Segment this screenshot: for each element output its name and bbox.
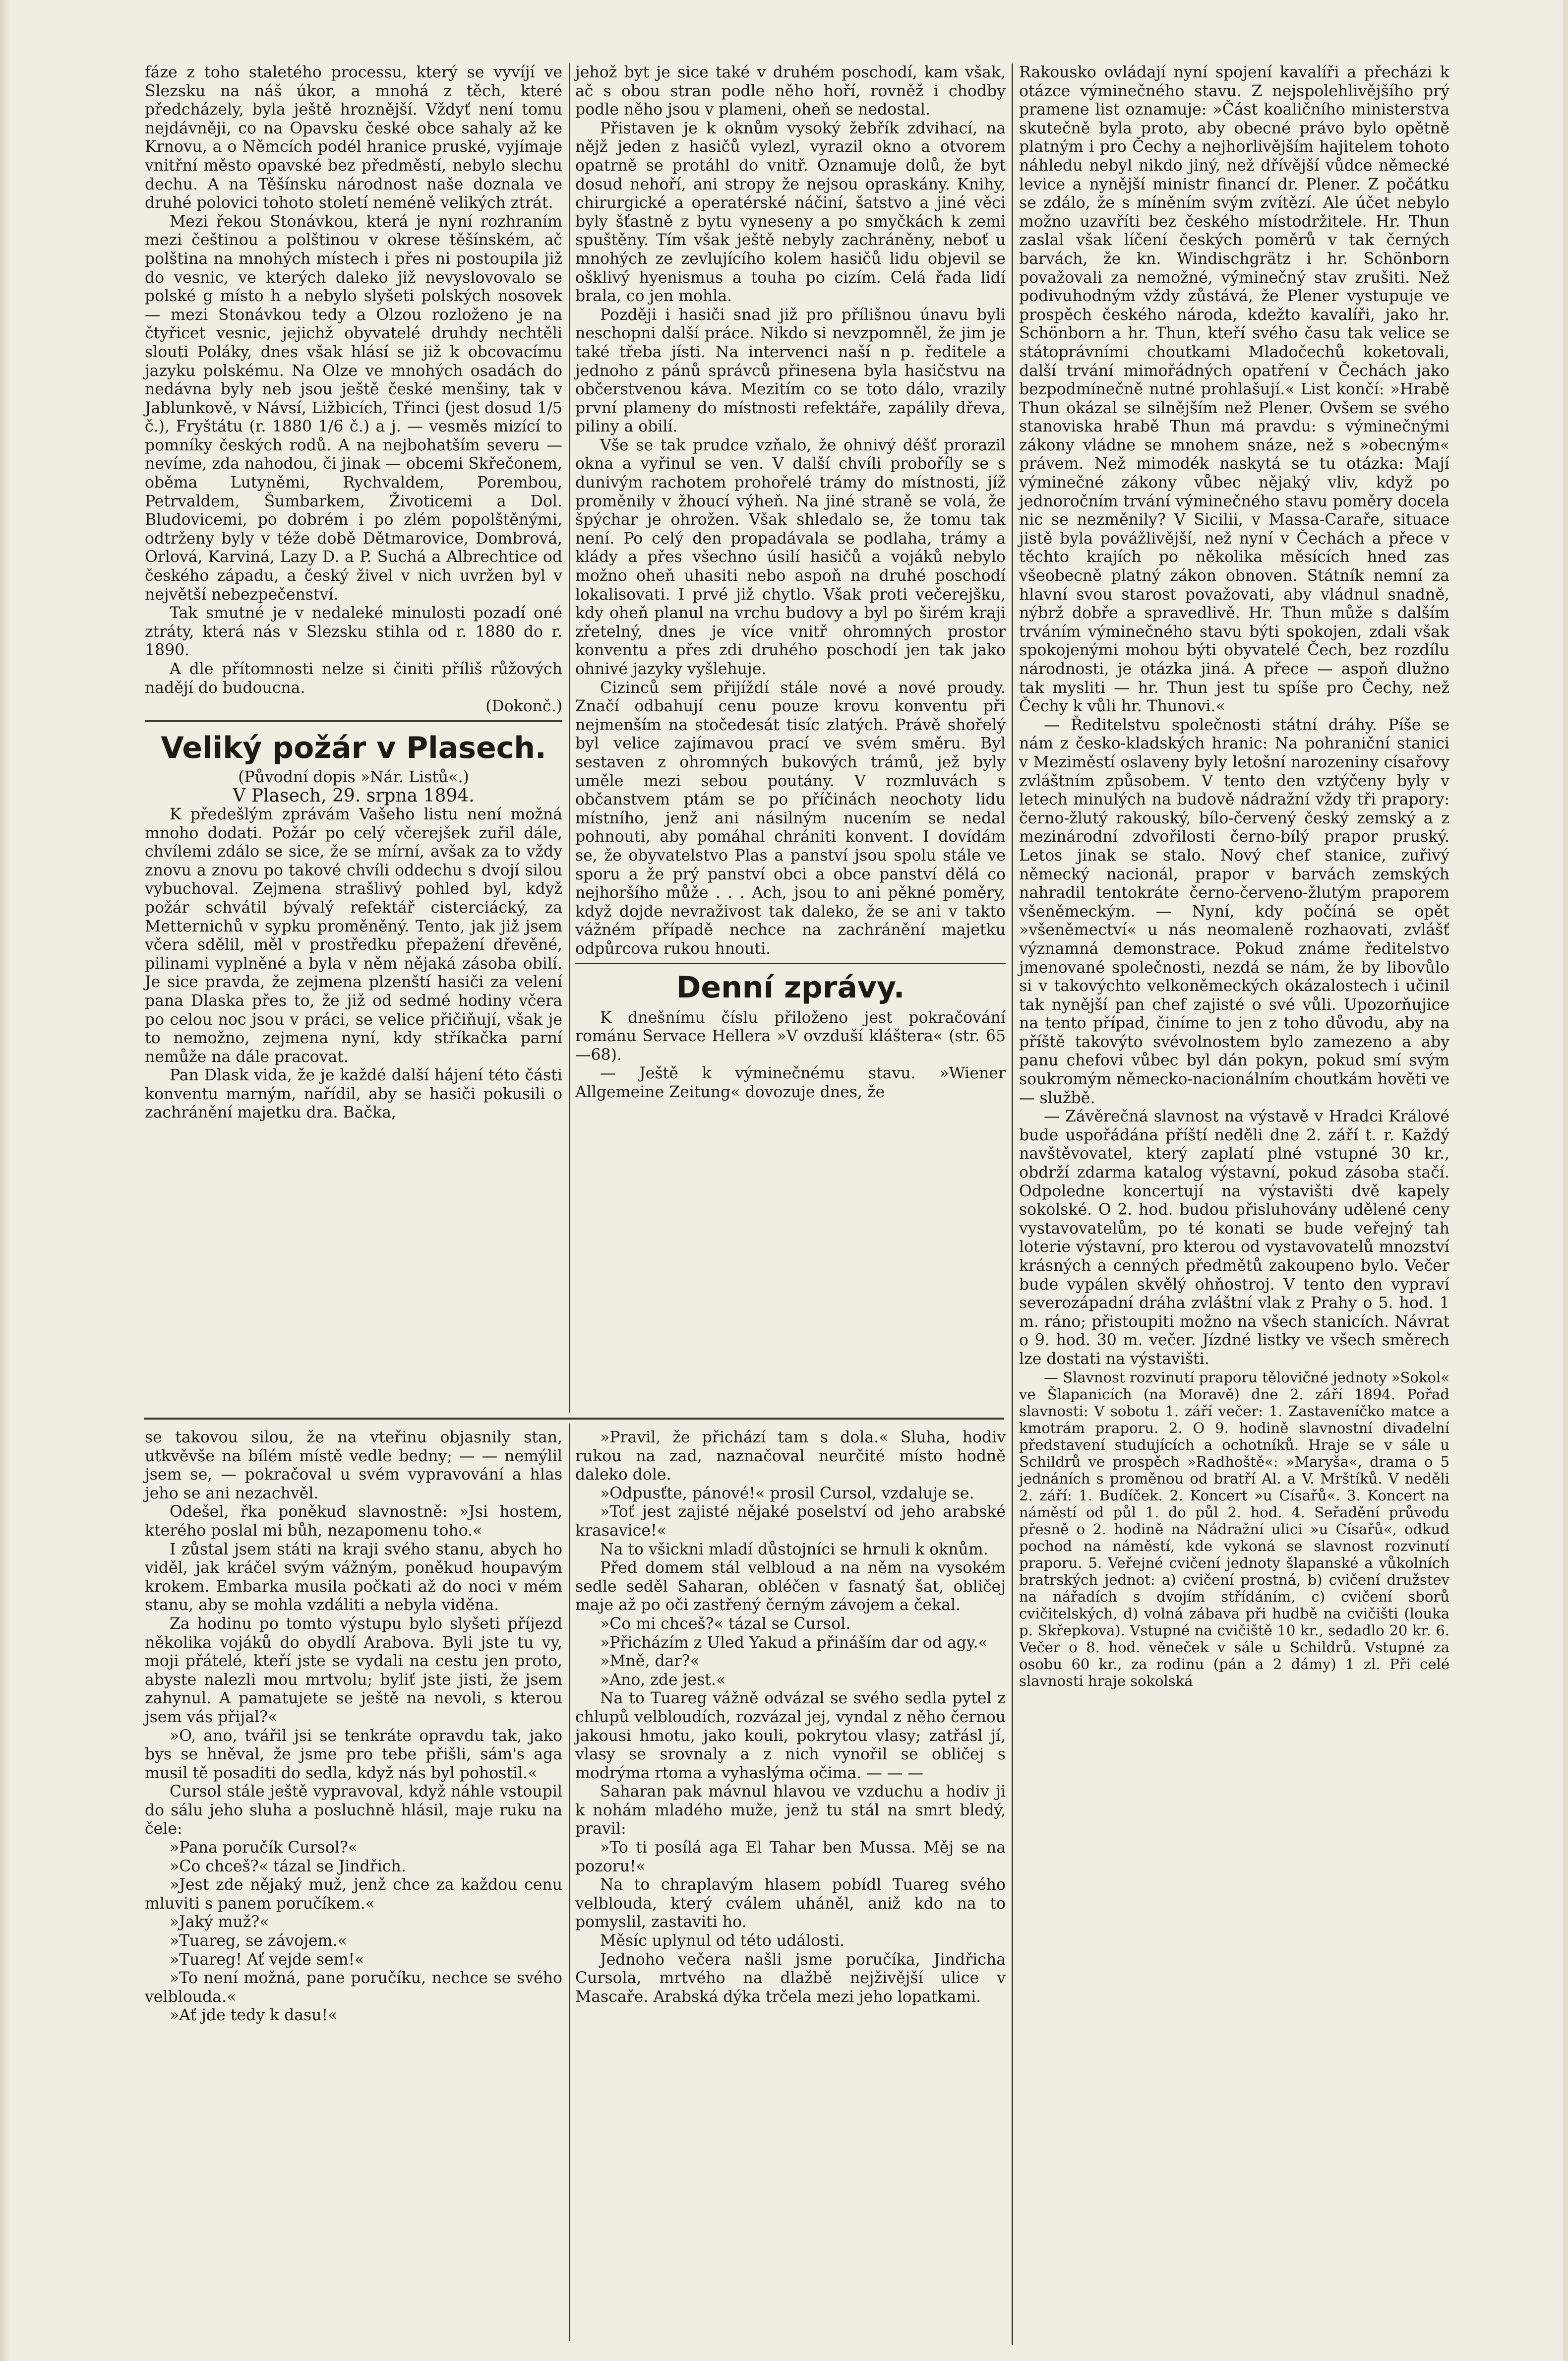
article-paragraph: Tak smutné je v nedaleké minulosti pozadí oné ztráty, která nás v Slezsku stihla od r. 1880 do r. 1890.	[145, 604, 562, 660]
dialogue-line: »To ti posílá aga El Tahar ben Mussa. Měj se na pozoru!«	[575, 1839, 1006, 1875]
section-headline: Denní zprávy.	[676, 970, 905, 1005]
column-2-top	[575, 63, 1006, 1102]
feuilleton-paragraph: Na to Tuareg vážně odvázal se svého sedla pytel z chlupů velbloudích, rozvázal jej, vyndal z něho černou jakousi hmotu, jako kouli, pokrytou vlasy; zatřásl jí, vlasy se srovnaly a z nich vynořil se obličej s modrýma rtoma a vyhaslýma očima. — — —	[575, 1689, 1006, 1782]
dialogue-line: »Jaký muž?«	[170, 1913, 269, 1931]
feuilleton-paragraph: »Toť jest zajisté nějaké poselství od jeho arabské krasavice!«	[575, 1503, 1006, 1540]
news-paragraph: Rakousko ovládají nyní spojení kavalíři a přecházi k otázce výminečného stavu. Z nejspolehlivějšího prý pramene list oznamuje: »Část koaličního ministerstva skutečně byla proto, aby obecné právo bylo opětně platným i pro Čechy a nejhorlivějším hajitelem tohoto náhledu nebyl nikdo jiný, než dřívější vůdce německé levice a nynější ministr financí dr. Plener. Z počátku se zdálo, že s míněním svým zvítězí. Ale účet nebylo možno uzavříti bez českého místodržitele. Hr. Thun zaslal však líčení českých poměrů v tak černých barvách, že kn. Windischgrätz i hr. Schönborn považovali za nemožné, výminečný stav zrušiti. Než podivuhodným vždy zůstává, že Plener vystupuje ve prospěch českého národa, kdežto kavalíři, jako hr. Schönborn a hr. Thun, kteří svého času tak velice se státoprávními choutkami Mladočechů koketovali, další trvání mimořádných opatření v Čechách jako bezpodmínečně nutné prohlašují.« List končí: »Hrabě Thun okázal se silnějším než Plener. Ovšem se svého stanoviska hrabě Thun má pravdu: s výminečnými zákony vládne se mnohem snáze, než s »obecným« právem. Než mimodék naskytá se tu otázka: Mají výminečné zákony vůbec nějaký vliv, když po jednoročním trvání výminečného stavu poměry docela nic se nezměnily? V Sicilii, v Massa-Caraře, situace jistě byla povážlivější, než nyní v Čechách a přece v těchto krajích po několika měsících hned zas všeobecně platný zákon obnoven. Státník nemní za hlavní svou starost považovati, aby vládnul snadně, nýbrž dobře a spravedlivě. Hr. Thun může s dalším trváním výminečného stavu býti spokojen, zdali však spokojenými mohou býti obyvatelé Čech, bez rozdílu národnosti, je otázka jiná. A přece — aspoň dlužno tak mysliti — hr. Thun jest tu spíše pro Čechy, než Čechy k vůli hr. Thunovi.«	[1019, 63, 1449, 716]
dialogue-line: »Ano, zde jest.«	[600, 1671, 726, 1689]
dialogue-line: »Mně, dar?«	[600, 1652, 700, 1671]
feuilleton-paragraph: se takovou silou, že na vteřinu objasnily stan, utkvěvše na bílém místě vedle bedny; — — nemýlil jsem se, — pokračoval u svém vypravování a hlas jeho se ani nezachvěl.	[145, 1429, 562, 1502]
feuilleton-paragraph: Jednoho večera našli jsme poručíka, Jindřicha Cursola, mrtvého na dlažbě nejživější ulice v Mascaře. Arabská dýka trčela mezi jeho lopatkami.	[575, 1950, 1006, 2006]
dialogue-line: »Co mi chceš?« tázal se Cursol.	[600, 1615, 851, 1633]
news-paragraph: — Ještě k výminečnému stavu. »Wiener Allgemeine Zeitung« dovozuje dnes, že	[575, 1064, 1006, 1101]
feuilleton-paragraph: Na to všickni mladí důstojníci se hrnuli k oknům.	[600, 1540, 988, 1558]
article-paragraph: Vše se tak prudce vzňalo, že ohnivý déšť prorazil okna a vyřinul se ven. V další chvíli proboříly se s dunivým rachotem prohořelé trámy do místnosti, jíž proměnily v žhoucí výheň. Na jiné straně se volá, že špýchar je ohrožen. Však shledalo se, že tomu tak není. Po celý den propadávala se podlaha, trámy a klády a přes všechno úsilí hasičů a vojáků nebylo možno oheň uhasiti nebo aspoň na druhé poschodí lokalisovati. I prvé již chytlo. Však proti večerejšku, kdy oheň planul na vrchu budovy a byl po širém kraji zřetelný, dnes je více vnitř ohromných prostor konventu a přes zdi druhého poschodí jen tak jako ohnivé jazyky vyšlehuje.	[575, 436, 1006, 678]
dialogue-line: »Tuareg, se závojem.«	[170, 1932, 347, 1950]
dialogue-line: »Tuareg! Ať vejde sem!«	[170, 1950, 364, 1969]
column-rule-1	[569, 63, 570, 1413]
column-1-top	[145, 63, 562, 1122]
feuilleton-paragraph: I zůstal jsem státi na kraji svého stanu, abych ho viděl, jak kráčel svým vážným, poněkud houpavým krokem. Embarka musila počkati až do noci v mém stanu, aby se mohla vzdáliti a nebyla viděna.	[145, 1540, 562, 1615]
feuilleton-paragraph: Saharan pak mávnul hlavou ve vzduchu a hodiv ji k nohám mladého muže, jenž tu stál na smrt bledý, pravil:	[575, 1783, 1006, 1838]
feuilleton-paragraph: Cursol stále ještě vypravoval, když náhle vstoupil do sálu jeho sluha a posluchně hlásil, maje ruku na čele:	[145, 1783, 562, 1838]
column-rule-2	[1012, 63, 1013, 2345]
article-paragraph: jehož byt je sice také v druhém poschodí, kam však, ač s obou stran podle něho hoří, rovněž i chodby podle něho jsou v plameni, oheň se nedostal.	[575, 63, 1006, 119]
news-paragraph: — Ředitelstvu společnosti státní dráhy. Píše se nám z česko-kladských hranic: Na pohraniční stanici v Meziměstí oslaveny byly letošní narozeniny císařovy zvláštním způsobem. V tento den vztýčeny byly v letech minulých na budově nádražní vždy tři prapory: černo-žlutý rakouský, bílo-červený český zemský a z mezinárodní zdvořilosti černo-bílý prapor pruský. Letos jinak se stalo. Nový chef stanice, zuřivý německý nacionál, prapor v barvách zemských nahradil tentokráte černo-červeno-žlutým praporem všeněmeckým. — Nyní, kdy počíná se opět »všeněmectví« u nás neomaleně rozhaovati, zvlášť významná demonstrace. Pokud známe ředitelstvo jmenované společnosti, nezdá se nám, že by libovůlo si v takovýchto velkoněmeckých okázalostech i učinil tak nynější pan chef zajisté o své vůli. Upozorňujice na tento případ, činíme to jen z toho důvodu, aby na příště takovýto svévolnostem bylo zamezeno a aby panu chefovi vůbec byl dán pokyn, pokud smí svým soukromým německo-nacionálním choutkám hověti ve — službě.	[1019, 716, 1449, 1107]
article-paragraph: A dle přítomnosti nelze si činiti příliš růžových nadějí do budoucna.	[145, 660, 562, 697]
article-separator	[145, 720, 562, 724]
feuilleton-paragraph: »Odpusťte, pánové!« prosil Cursol, vzdaluje se.	[600, 1484, 974, 1502]
feuilleton-paragraph: »Pravil, že přichází tam s dola.« Sluha, hodiv rukou na zad, naznačoval neurčité místo hodně daleko dole.	[575, 1429, 1006, 1484]
feuilleton-paragraph: Na to chraplavým hlasem pobídl Tuareg svého velblouda, který cválem uháněl, aniž kdo na to pomyslil, zastaviti ho.	[575, 1876, 1006, 1931]
feuilleton-right	[575, 1429, 1006, 2006]
feuilleton-left	[145, 1429, 562, 2025]
news-paragraph: — Slavnost rozvinutí praporu tělovičné jednoty »Sokol« ve Šlapanicích (na Moravě) dne 2. září 1894. Pořad slavnosti: V sobotu 1. září večer: 1. Zastaveníčko matce a kmotrám praporu. 2. O 9. hodině slavnostní divadelní představení studujících a ochotníků. Hraje se v sále u Schildrů ve prospěch »Radhoště«: »Maryša«, drama o 5 jednáních s proměnou od bratří Al. a V. Mrštíků. V neděli 2. září: 1. Budíček. 2. Koncert »u Císařů«. 3. Koncert na náměstí od půl 1. do půl 2. hod. 4. Seřadění průvodu přesně o 2. hodině na Nádražní ulici »u Císařů«, odkud pochod na náměstí, kde vykoná se slavnost rozvinutí praporu. 5. Veřejné cvičení jednoty šlapanské a vůkolních bratrských jednot: a) cvičení prostná, b) cvičení družstev na nářadích s dvojím střídáním, c) cvičení sborů cvičitelských, d) volná zábava při hudbě na cvičišti (louka p. Skřepkova). Vstupné na cvičiště 10 kr., sedadlo 20 kr. 6. Večer o 8. hod. věneček v sále u Schildrů. Vstupné za osobu 60 kr., za rodinu (pán a 2 dámy) 1 zl. Při celé slavnosti hraje sokolská	[1019, 1368, 1449, 1689]
article-headline: Veliký požár v Plasech.	[161, 730, 546, 765]
feuilleton-paragraph: Za hodinu po tomto výstupu bylo slyšeti příjezd několika vojáků do obydlí Arabova. Byli jste tu vy, moji přátelé, kteří jste se vydali na cestu jen proto, abyste nalezli mou mrtvolu; byliť jste jisti, že jsem zahynul. A pamatujete se ještě na nevoli, s kterou jsem vás přijal?«	[145, 1615, 562, 1726]
feuilleton-paragraph: Odešel, řka poněkud slavnostně: »Jsi hostem, kterého poslal mi bůh, nezapomenu toho.«	[145, 1503, 562, 1540]
article-paragraph: K předešlým zprávám Vašeho listu není možná mnoho dodati. Požár po celý včerejšek zuřil dále, chvílemi zdálo se sice, že se mírní, avšak za to vždy znovu a znovu po takové chvíli oddechu s dvojí silou vybuchoval. Zejmena strašlivý pohled byl, když požár schvátil bývalý refektář cisterciácký, za Metternichů v sypku proměněný. Tento, jak již jsem včera sdělil, měl v prostředku přepažení dřevěné, pilinami vyplněné a byla v něm nějaká zásoba obilí. Je sice pravda, že zejmena plzenští hasiči za velení pana Dlaska přes to, že již od sedmé hodiny včera po celou noc jsou v práci, se velice přičiňují, však je to nemožno, zejmena nyní, kdy stříkačka parní nemůže na dále pracovat.	[145, 805, 562, 1066]
dialogue-line: »Ať jde tedy k dasu!«	[170, 2006, 338, 2025]
section-separator	[575, 963, 1006, 964]
article-source: (Původní dopis »Nár. Listů«.)	[238, 768, 469, 786]
article-paragraph: Pan Dlask vida, že je každé další hájení této části konventu marným, nařídil, aby se hasiči pokusili o zachránění majetku dra. Bačka,	[145, 1066, 562, 1122]
article-paragraph: Mezi řekou Stonávkou, která je nyní rozhraním mezi češtinou a polštinou v okrese těšínském, ač polština na mnohých místech i přes ni postoupila již do vesnic, ve kterých daleko již nevyslovovalo se polské g místo h a nebylo slyšeti polských nosovek — mezi Stonávkou tedy a Olzou rozloženo je na čtyřicet vesnic, jejichž obyvatelé druhdy nechtěli slouti Poláky, dnes však hlásí se již k obcovacímu jazyku polskému. Na Olze ve mnohých osadách do nedávna byly neb jsou ještě české menšiny, tak v Jablunkově, v Návsí, Ližbicích, Třinci (jest dosud 1/5 č.), Fryštátu (r. 1880 1/6 č.) a j. — vesměs mizící to pomníky českých rodů. A na nejbohatším severu — nevíme, zda nahodou, či jinak — obcemi Skřečonem, oběma Lutyněmi, Rychvaldem, Porembou, Petrvaldem, Šumbarkem, Životicemi a Dol. Bludovicemi, po dobrém i po zlém popolštěnými, odtrženy byly v téže době Dětmarovice, Dombrová, Orlová, Karviná, Lazy D. a P. Suchá a Albrechtice od českého západu, a český živel v nich uvržen byl v největší nebezpečenství.	[145, 212, 562, 604]
article-paragraph: Cizinců sem přijíždí stále nové a nové proudy. Značí odbahují cenu pouze krovu konventu při nejmenším na stočedesát tisíc zlatých. Právě shořelý byl velice zajímavou prací ve svém směru. Byl sestaven z ohromných bukových trámů, jež byly uměle mezi sebou poutány. V rozmluvách s občanstvem ptám se po příčinách neochoty lidu místního, jenž ani násilným nucením se nedal pohnouti, aby pomáhal chrániti konvent. I dovídám se, že obyvatelstvo Plas a panství jsou spolu stále ve sporu a že prý panství obci a obce panství dělá co nejhoršího může . . . Ach, jsou to ani pěkné poměry, když dojde nevraživost tak daleko, že se ani v takto vážném případě nechce na zachránění majetku odpůrcova rukou hnouti.	[575, 679, 1006, 958]
article-paragraph: Později i hasiči snad již pro přílišnou únavu byli neschopni další práce. Nikdo si nevzpomněl, že jim je také třeba jísti. Na intervenci naší n p. ředitele a jednoho z pánů správců přinesena byla hasičstvu na občerstvenou káva. Mezitím co se toto dálo, vrazily první plameny do místnosti refektáře, zapálily dřeva, piliny a obilí.	[575, 306, 1006, 436]
column-rule-1-lower	[569, 1424, 570, 2341]
dialogue-line: »Pana poručík Cursol?«	[170, 1839, 358, 1857]
dialogue-line: »Přicházím z Uled Yakud a přináším dar od agy.«	[600, 1633, 988, 1652]
feuilleton-paragraph: »O, ano, tvářil jsi se tenkráte opravdu tak, jako bys se hněval, že jsme pro tebe přišli, sám's aga musil tě posaditi do sedla, když nás byl pohostil.«	[145, 1727, 562, 1782]
news-paragraph: — Závěrečná slavnost na výstavě v Hradci Králové bude uspořádána příští neděli dne 2. září t. r. Každý navštěvovatel, který zaplatí plné vstupné 30 kr., obdrží zdarma katalog výstavní, pokud zásoba stačí. Odpoledne koncertují na výstavišti dvě kapely sokolské. O 2. hod. budou přisluhovány udělené ceny vystavovatelům, po té konati se bude veřejný tah loterie výstavní, pro kterou od vystavovatelů mnozství krásných a cenných předmětů zakoupeno bylo. Večer bude vypálen skvělý ohňostroj. V tento den vypraví severozápadní dráha zvláštní vlak z Prahy o 5. hod. 1 m. ráno; přistoupiti možno na všech stanicích. Návrat o 9. hod. 30 m. večer. Jízdné listky ve všech směrech lze dostati na výstavišti.	[1019, 1108, 1449, 1368]
page-edge-shadow	[0, 0, 10, 2361]
continued-note: (Dokonč.)	[485, 697, 562, 716]
dialogue-line: »Jest zde nějaký muž, jenž chce za každou cenu mluviti s panem poručíkem.«	[145, 1876, 562, 1913]
article-dateline: V Plasech, 29. srpna 1894.	[233, 786, 475, 807]
page-edge-right	[1563, 0, 1568, 2361]
feuilleton-divider	[144, 1418, 1004, 1420]
column-3	[1019, 63, 1449, 1689]
dialogue-line: »Co chceš?« tázal se Jindřich.	[170, 1857, 406, 1875]
article-paragraph: Přistaven je k oknům vysoký žebřík zdvihací, na nějž jeden z hasičů vylezl, vyrazil okno a otvorem opatrně se protáhl do vnitř. Oznamuje dolů, že byt dosud nehoří, ani stropy že nejsou opraskány. Knihy, chirurgické a operatérské náčiní, šatstvo a jiné věci byly šťastně z bytu vyneseny a po smyčkách k zemi spuštěny. Tím však ještě nebyly zachráněny, neboť u mnohých ze zevlujícího kolem hasičů lidu objevil se ošklivý hyenismus a touha po cizím. Celá řada lidí brala, co jen mohla.	[575, 119, 1006, 306]
dialogue-line: »To není možná, pane poručíku, nechce se svého velblouda.«	[145, 1969, 562, 2006]
news-paragraph: K dnešnímu číslu přiloženo jest pokračování románu Servace Hellera »V ovzduší kláštera« (str. 65—68).	[575, 1008, 1006, 1064]
feuilleton-paragraph: Měsíc uplynul od této události.	[600, 1932, 845, 1950]
article-paragraph: fáze z toho staletého processu, který se vyvíjí ve Slezsku na náš úkor, a mnohá z těch, které předcházely, byla ještě hroznější. Vždyť není tomu nejdávněji, co na Opavsku české obce sahaly až ke Krnovu, a o Němcích podél hranice pruské, vyjímaje vnitřní město opavské bez předměstí, nebylo slechu dechu. A na Těšínsku národnost naše doznala ve druhé polovici tohoto století neméně velikých ztrát.	[145, 63, 562, 212]
feuilleton-paragraph: Před domem stál velbloud a na něm na vysokém sedle seděl Saharan, obléčen v fasnatý šat, obličej maje až po oči zastřený černým závojem a čekal.	[575, 1559, 1006, 1615]
